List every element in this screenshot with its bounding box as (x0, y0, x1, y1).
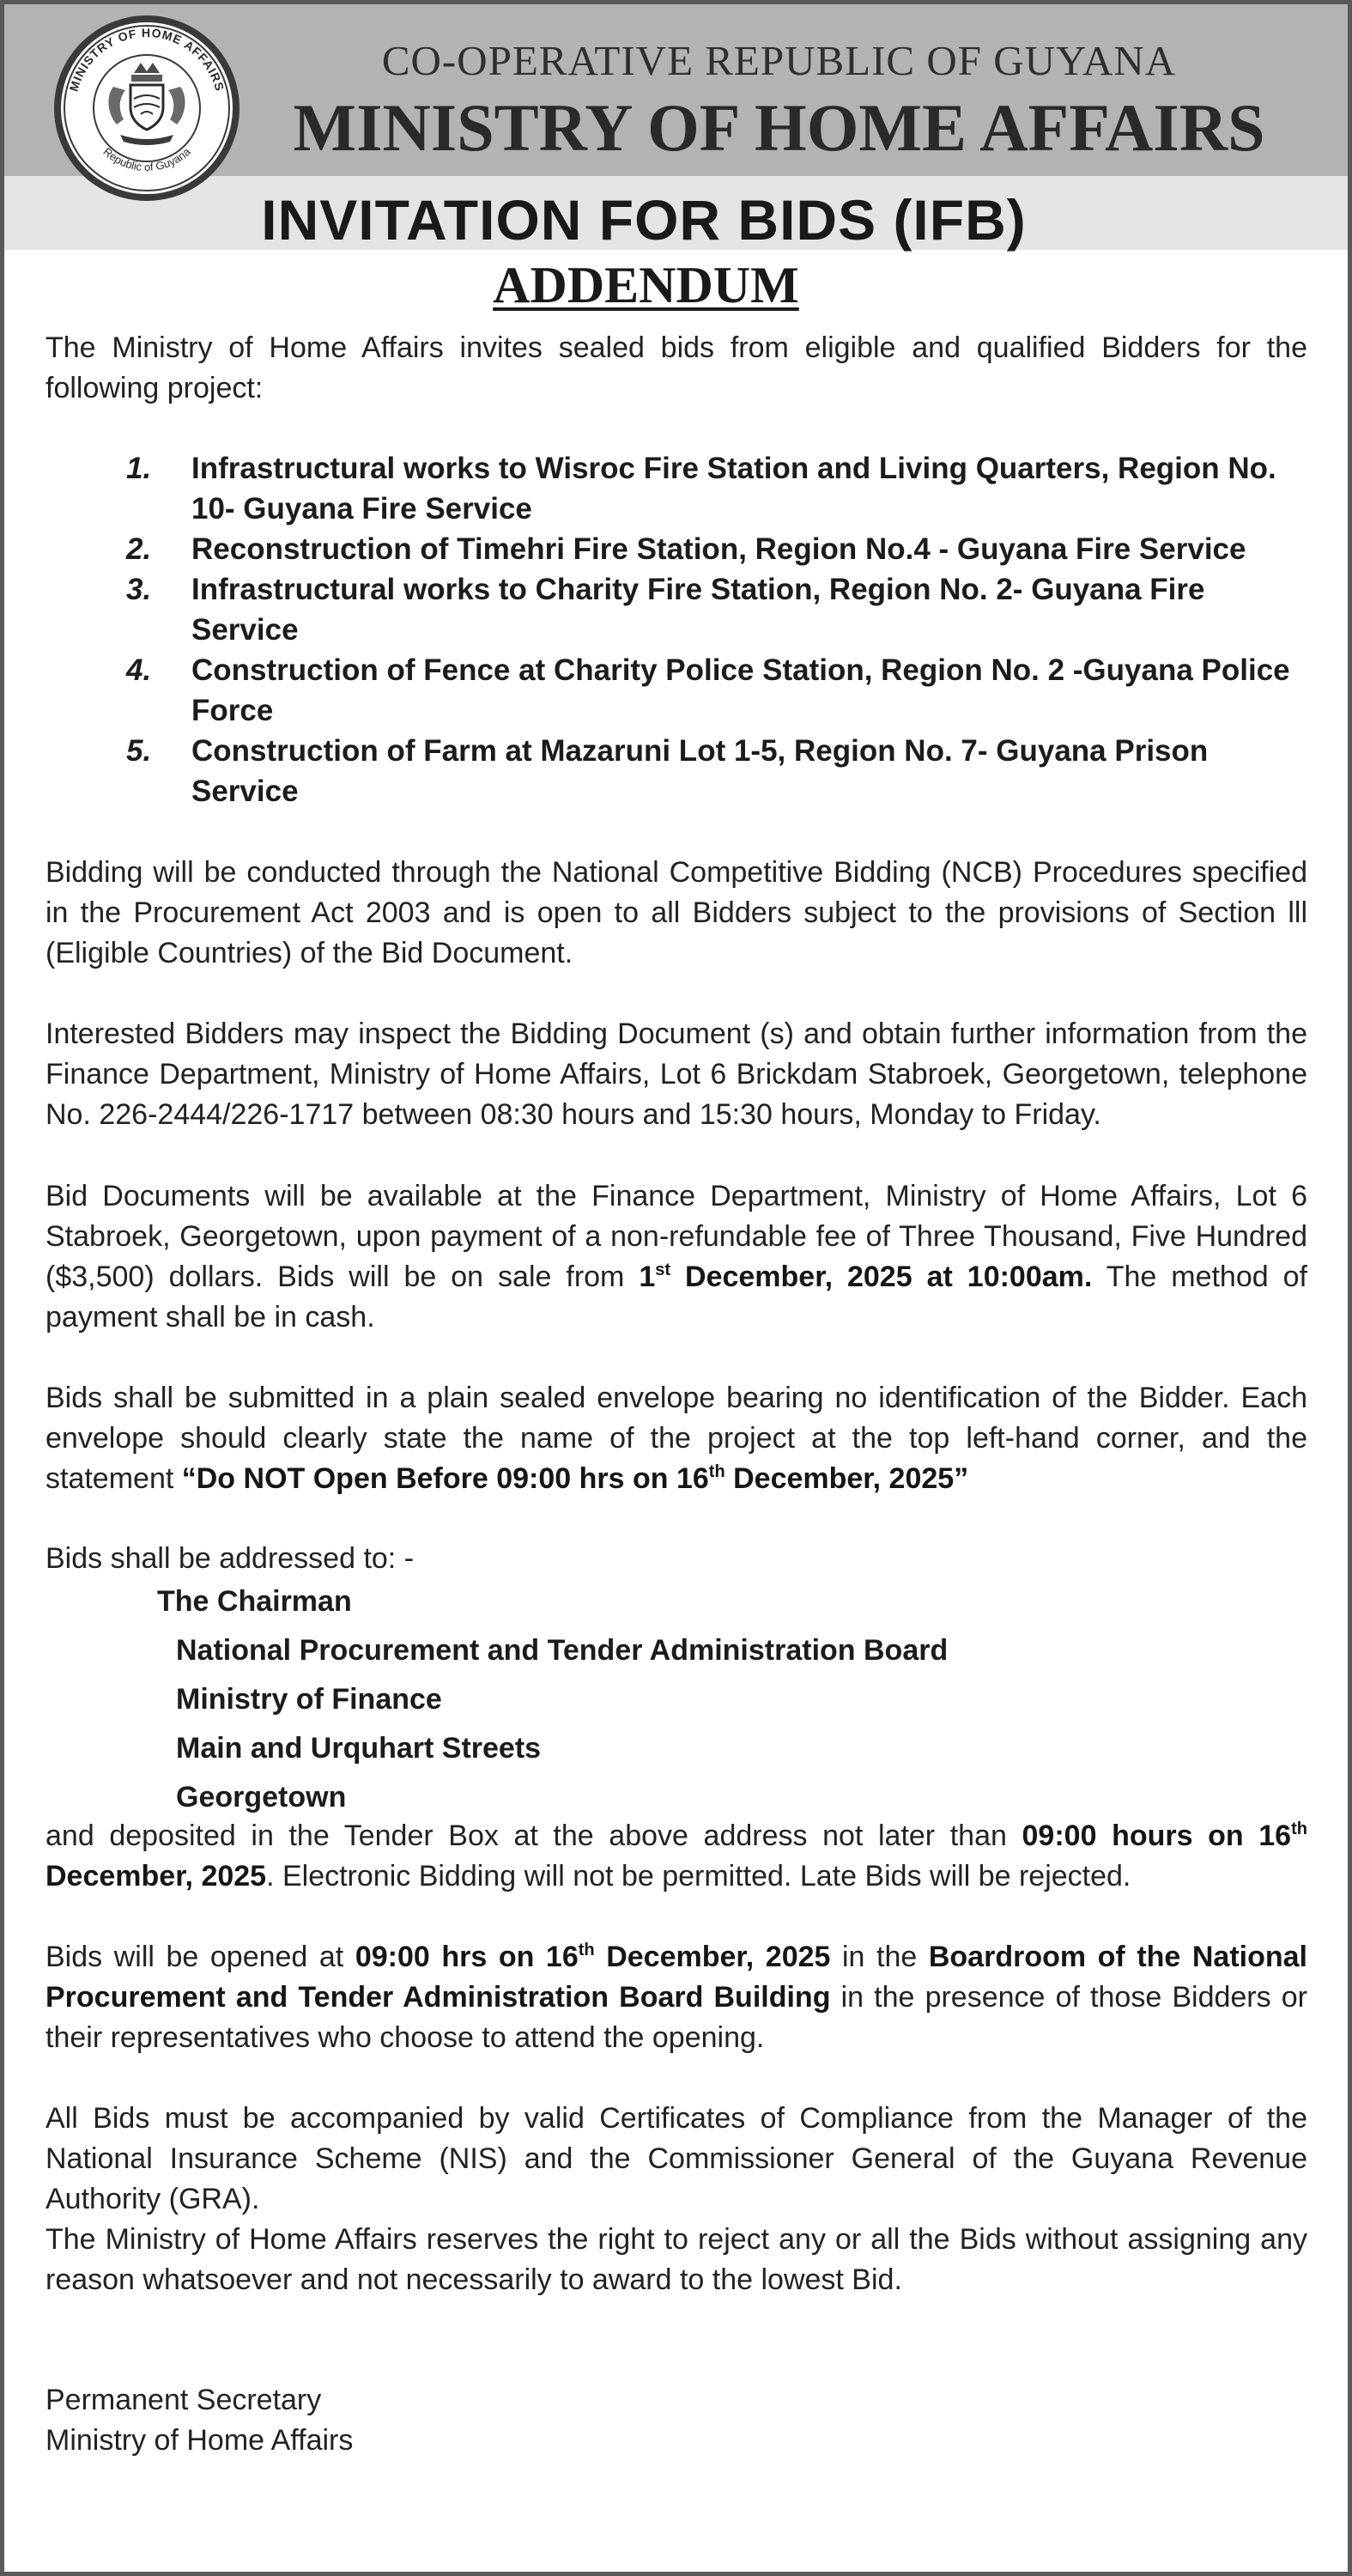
inspection-paragraph: Interested Bidders may inspect the Bidding Document (s) and obtain further information from the Finance Department, Ministry of Home Affairs, Lot 6 Brickdam Stabroek, Georgetown, telephone No. 226-2444/226-1717 between 08:30 hours and 15:30 hours, Monday to Friday. (45, 1018, 1307, 1131)
list-item (126, 650, 1307, 731)
address-line: Main and Urquhart Streets (176, 1732, 542, 1765)
opening-time: 09:00 hrs on 16th December, 2025 (355, 1941, 831, 1973)
notice-title: INVITATION FOR BIDS (IFB) (261, 188, 1027, 252)
svg-text:Republic of Guyana: Republic of Guyana (100, 144, 193, 174)
item-number: 4. (126, 653, 152, 687)
address-line: The Chairman (157, 1585, 352, 1618)
list-item (126, 529, 1307, 569)
item-text: Reconstruction of Timehri Fire Station, Region No.4 - Guyana Fire Service (191, 532, 1246, 566)
ministry-name: MINISTRY OF HOME AFFAIRS (293, 90, 1265, 165)
signature-title: Permanent Secretary (45, 2384, 322, 2416)
item-number: 5. (126, 734, 152, 768)
address-line: National Procurement and Tender Administration Board (176, 1634, 949, 1667)
project-list (4, 448, 1348, 811)
item-text: Construction of Fence at Charity Police Station, Region No. 2 -Guyana Police Force (191, 653, 1290, 727)
notice-subtitle: ADDENDUM (493, 257, 799, 313)
country-name: CO-OPERATIVE REPUBLIC OF GUYANA (381, 37, 1177, 84)
sale-date: 1st December, 2025 at 10:00am. (639, 1261, 1093, 1293)
item-text: Infrastructural works to Wisroc Fire Station and Living Quarters, Region No. 10- Guyana Fire Service (191, 452, 1276, 526)
list-item (126, 731, 1307, 811)
opening-place: Boardroom of the National Procurement and Tender Administration Board Building (45, 1941, 1308, 2014)
envelope-statement: “Do NOT Open Before 09:00 hrs on 16th December, 2025” (181, 1462, 969, 1495)
address-line: Ministry of Finance (176, 1683, 442, 1716)
list-item (126, 569, 1307, 650)
address-intro: Bids shall be addressed to: - (45, 1542, 415, 1575)
opening-paragraph: Bids will be opened at 09:00 hrs on 16th December, 2025 in the Boardroom of the National Procurement and Tender Administration Board Building in the presence of those Bidders or their representatives who choose to attend the opening. (45, 1941, 1308, 2054)
item-text: Construction of Farm at Mazaruni Lot 1-5, Region No. 7- Guyana Prison Service (191, 734, 1209, 808)
item-number: 1. (126, 452, 152, 485)
compliance-paragraph: All Bids must be accompanied by valid Certificates of Compliance from the Manager of the National Insurance Scheme (NIS) and the Commissioner General of the Guyana Revenue Authority (GRA). (45, 2102, 1307, 2215)
list-item (126, 448, 1307, 529)
address-line: Georgetown (176, 1781, 347, 1814)
signature-org: Ministry of Home Affairs (45, 2424, 354, 2457)
bidding-procedure-paragraph: Bidding will be conducted through the National Competitive Bidding (NCB) Procedures specified in the Procurement Act 2003 and is open to all Bidders subject to the provisions of Section lll (Eligible Countries) of the Bid Document. (45, 856, 1307, 969)
ministry-seal-logo (52, 13, 242, 204)
item-text: Infrastructural works to Charity Fire Station, Region No. 2- Guyana Fire Service (191, 573, 1205, 647)
intro-paragraph: The Ministry of Home Affairs invites sealed bids from eligible and qualified Bidders for the following project: (45, 331, 1307, 404)
deposit-paragraph: and deposited in the Tender Box at the above address not later than 09:00 hours on 16th December, 2025. Electronic Bidding will not be permitted. Late Bids will be rejected. (45, 1820, 1307, 1893)
submission-paragraph: Bids shall be submitted in a plain sealed envelope bearing no identification of the Bidder. Each envelope should clearly state the name of the project at the top left-hand corner, and the statement “Do NOT Open Before 09:00 hrs on 16th December, 2025” (45, 1382, 1307, 1495)
reservation-paragraph: The Ministry of Home Affairs reserves the right to reject any or all the Bids without assigning any reason whatsoever and not necessarily to award to the lowest Bid. (45, 2223, 1307, 2296)
item-number: 3. (126, 573, 152, 606)
item-number: 2. (126, 532, 152, 566)
deposit-deadline: 09:00 hours on 16th December, 2025 (45, 1820, 1307, 1893)
svg-text:MINISTRY OF HOME AFFAIRS: MINISTRY OF HOME AFFAIRS (66, 25, 227, 94)
documents-paragraph: Bid Documents will be available at the Finance Department, Ministry of Home Affairs, Lot 6 Stabroek, Georgetown, upon payment of a non-refundable fee of Three Thousand, Five Hundred ($3,500) dollars. Bids will be on sale from 1st December, 2025 at 10:00am. The method of payment shall be in cash. (45, 1180, 1307, 1334)
